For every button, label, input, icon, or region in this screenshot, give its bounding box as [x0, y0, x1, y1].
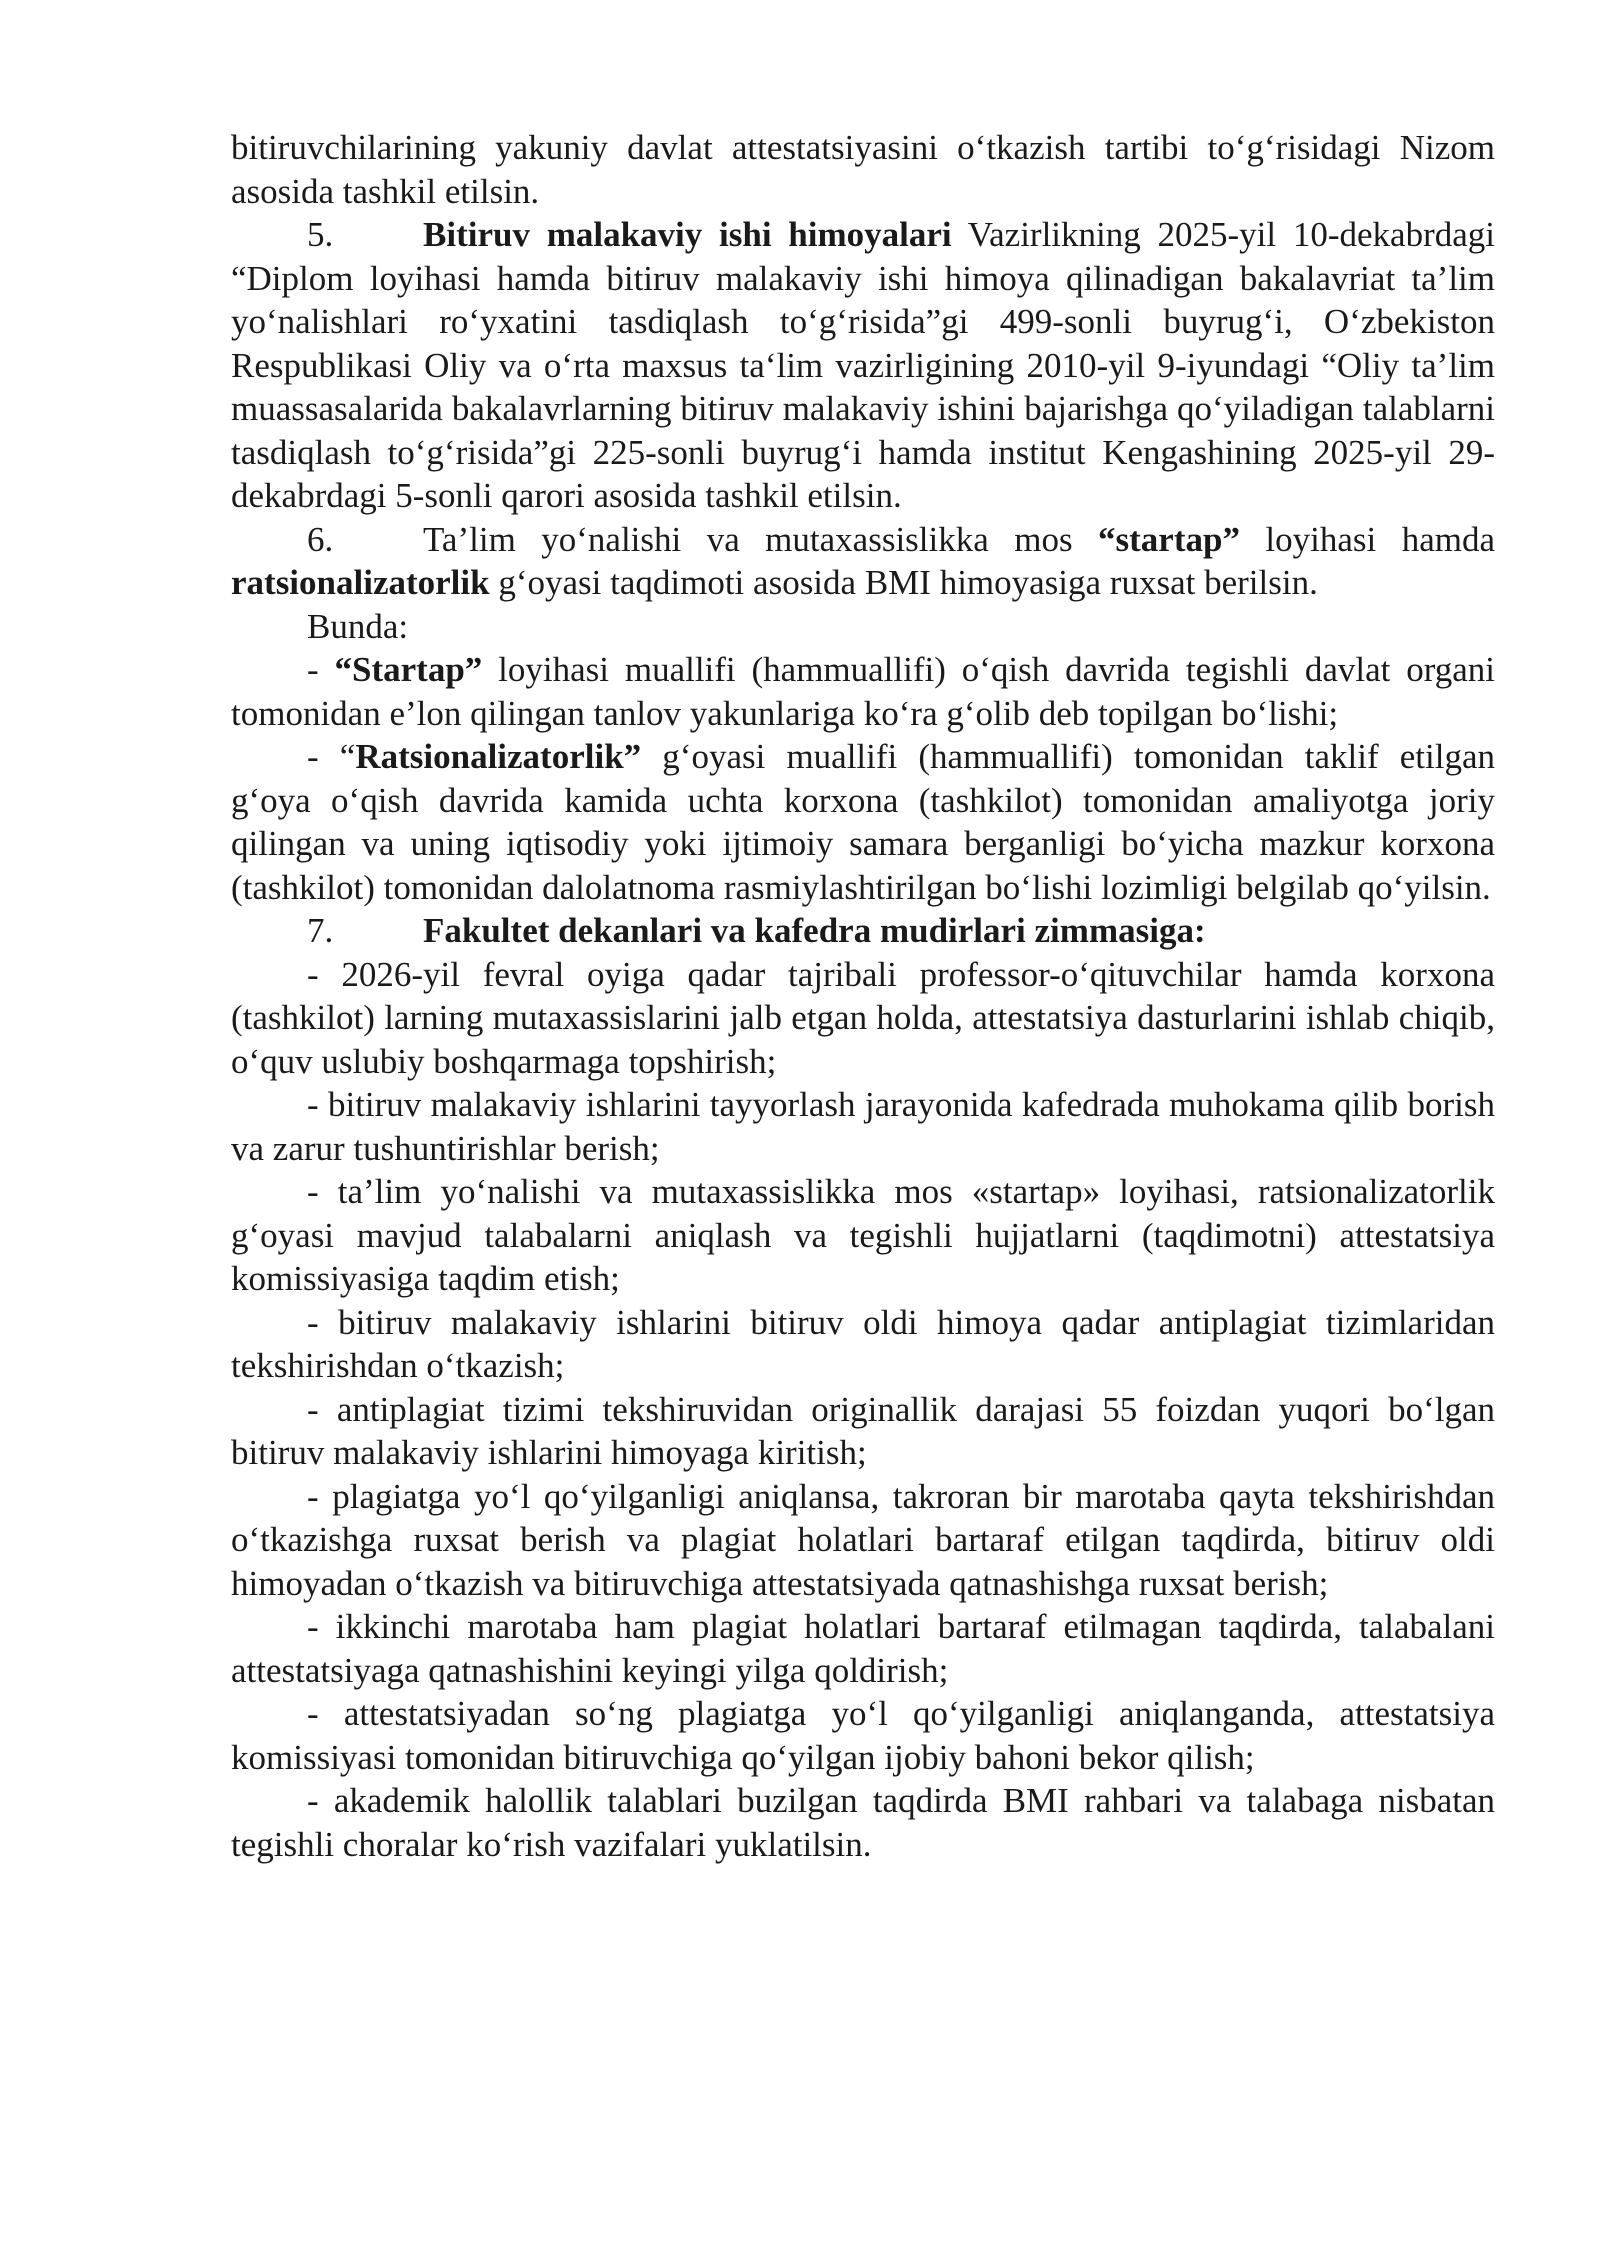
list-item: - antiplagiat tizimi tekshiruvidan originallik darajasi 55 foizdan yuqori bo‘lgan bitiruv malakaviy ishlarini himoyaga kiritish;: [231, 1389, 1495, 1472]
startap-term: “Startap”: [334, 650, 483, 689]
item-7-number: 7.: [307, 911, 334, 950]
intro-paragraph: bitiruvchilarining yakuniy davlat attestatsiyasini o‘tkazish tartibi to‘g‘risidagi Nizom asosida tashkil etilsin.: [231, 128, 1495, 211]
list-item: - ta’lim yo‘nalishi va mutaxassislikka mos «startap» loyihasi, ratsionalizatorlik g‘oyasi mavjud talabalarni aniqlash va tegishli hujjatlarni (taqdimotni) attestatsiya komissiyasiga taqdim etish;: [231, 1172, 1495, 1298]
startap-condition-text: loyihasi muallifi (hammuallifi) o‘qish davrida tegishli davlat organi tomonidan e’lon qilingan tanlov yakunlariga ko‘ra g‘olib deb topilgan bo‘lishi;: [231, 650, 1495, 733]
item-6-number: 6.: [307, 519, 334, 559]
list-item: - plagiatga yo‘l qo‘yilganligi aniqlansa, takroran bir marotaba qayta tekshirishdan o‘tkazishga ruxsat berish va plagiat holatlari bartaraf etilgan taqdirda, bitiruv oldi himoyadan o‘tkazish va bitiruvchiga attestatsiyada qatnashishga ruxsat berish;: [231, 1476, 1495, 1603]
item-7-heading: Fakultet dekanlari va kafedra mudirlari zimmasiga:: [423, 911, 1206, 950]
ratsion-condition: [231, 735, 1495, 909]
ratsion-condition-text: g‘oyasi muallifi (hammuallifi) tomonidan taklif etilgan g‘oya o‘qish davrida kamida uchta korxona (tashkilot) tomonidan amaliyotga joriy qilingan va uning iqtisodiy yoki ijtimoiy samara berganligi bo‘yicha mazkur korxona (tashkilot) tomonidan dalolatnoma rasmiylashtirilgan bo‘lishi lozimligi belgilab qo‘yilsin.: [231, 737, 1495, 907]
item-5-heading: Bitiruv malakaviy ishi himoyalari: [423, 215, 952, 254]
item-5-paragraph: [231, 213, 1495, 518]
ratsion-term: Ratsionalizatorlik”: [355, 737, 642, 776]
list-item: - bitiruv malakaviy ishlarini tayyorlash jarayonida kafedrada muhokama qilib borish va zarur tushuntirishlar berish;: [231, 1085, 1495, 1168]
item-6-startap-term: “startap”: [1098, 519, 1240, 559]
document-page: [231, 126, 1495, 1866]
item-6-text-b: loyihasi hamda: [1239, 519, 1496, 559]
list-item: - ikkinchi marotaba ham plagiat holatlari bartaraf etilmagan taqdirda, talabalani attestatsiyaga qatnashishini keyingi yilga qoldirish;: [231, 1607, 1495, 1690]
item-5-number: 5.: [307, 215, 334, 254]
item-6-ratsion-term: ratsionalizatorlik: [231, 563, 490, 602]
ratsion-dash: - “: [307, 737, 356, 776]
item-5-text: Vazirlikning 2025-yil 10-dekabrdagi “Diplom loyihasi hamda bitiruv malakaviy ishi himoya qilinadigan bakalavriat ta’lim yo‘nalishlari ro‘yxatini tasdiqlash to‘g‘risida”gi 499-sonli buyrug‘i, O‘zbekiston Respublikasi Oliy va o‘rta maxsus ta‘lim vazirligining 2010-yil 9-iyundagi “Oliy ta’lim muassasalarida bakalavrlarning bitiruv malakaviy ishini bajarishga qo‘yiladigan talablarni tasdiqlash to‘g‘risida”gi 225-sonli buyrug‘i hamda institut Kengashining 2025-yil 29-dekabrdagi 5-sonli qarori asosida tashkil etilsin.: [231, 215, 1495, 515]
list-item: - 2026-yil fevral oyiga qadar tajribali professor-o‘qituvchilar hamda korxona (tashkilot) larning mutaxassislarini jalb etgan holda, attestatsiya dasturlarini ishlab chiqib, o‘quv uslubiy boshqarmaga topshirish;: [231, 954, 1495, 1081]
startap-dash: -: [307, 650, 335, 689]
list-item: - akademik halollik talablari buzilgan taqdirda BMI rahbari va talabaga nisbatan tegishli choralar ko‘rish vazifalari yuklatilsin.: [231, 1781, 1495, 1864]
list-item: - bitiruv malakaviy ishlarini bitiruv oldi himoya qadar antiplagiat tizimlaridan tekshirishdan o‘tkazish;: [231, 1302, 1495, 1385]
item-6-paragraph: [231, 518, 1495, 605]
item-6-text-c: g‘oyasi taqdimoti asosida BMI himoyasiga ruxsat berilsin.: [489, 563, 1318, 602]
item-7-heading-paragraph: [231, 909, 1495, 953]
list-item: - attestatsiyadan so‘ng plagiatga yo‘l qo‘yilganligi aniqlanganda, attestatsiya komissiyasi tomonidan bitiruvchiga qo‘yilgan ijobiy bahoni bekor qilish;: [231, 1694, 1495, 1777]
startap-condition: [231, 648, 1495, 735]
item-6-text-a: Ta’lim yo‘nalishi va mutaxassislikka mos: [423, 519, 1099, 559]
bunda-line: Bunda:: [307, 606, 409, 646]
